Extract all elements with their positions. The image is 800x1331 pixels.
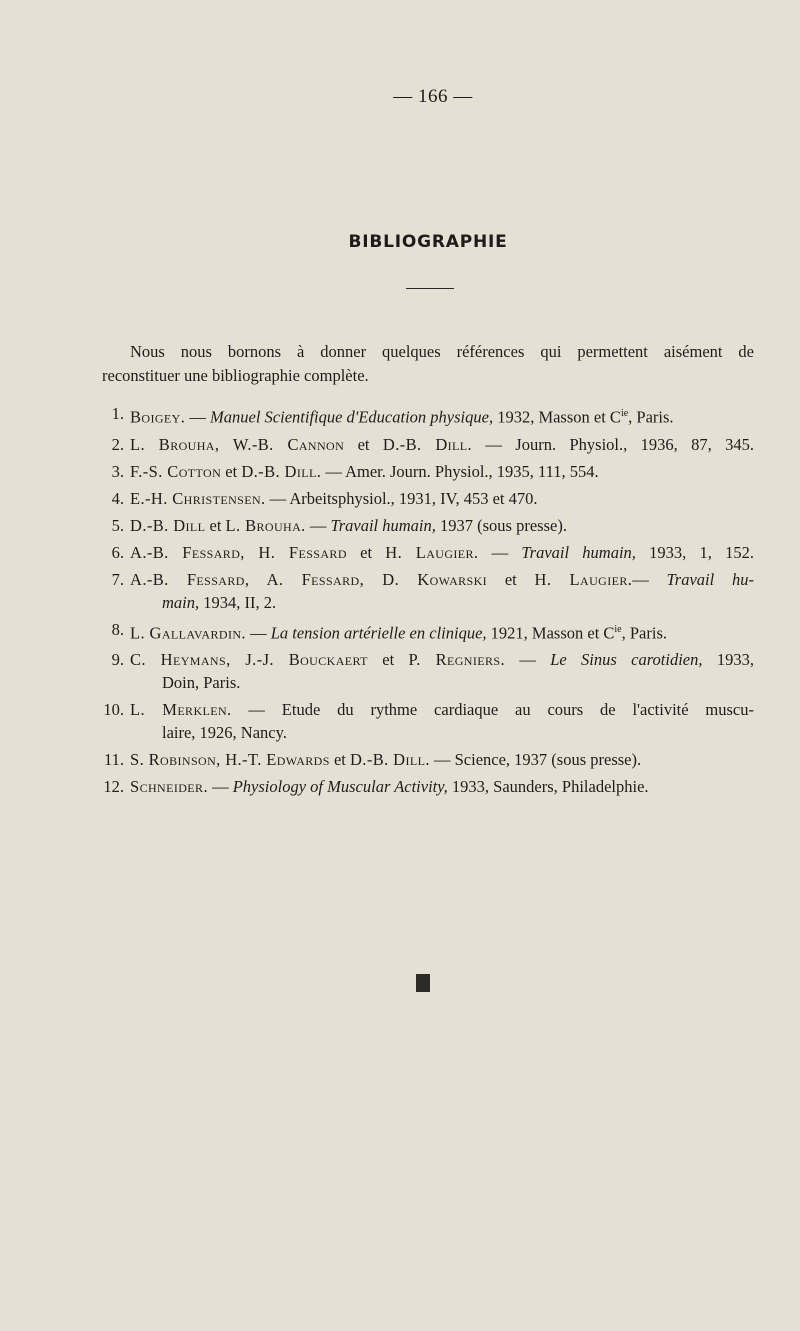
reference-authors-2: D.-B. Dill. (349, 750, 430, 769)
reference-continuation: laire, 1926, Nancy. (162, 723, 287, 742)
reference-superscript: ie (620, 408, 629, 419)
reference-number: 9. (111, 650, 124, 669)
reference-number: 2. (111, 434, 124, 454)
reference-conjunction: et (329, 750, 350, 769)
reference-text (130, 568, 754, 591)
reference-authors-2: H. Laugier. (534, 569, 633, 589)
reference-conjunction: et (346, 542, 386, 562)
reference-details: Etude du rythme cardiaque au cours de l'activité muscu- (281, 700, 754, 719)
reference-separator: — (305, 515, 331, 535)
reference-separator: — (207, 777, 233, 796)
reference-authors: A.-B. Fessard, A. Fessard, D. Kowarski (130, 569, 488, 589)
reference-number: 4. (111, 488, 124, 508)
reference-details: 1933, Saunders, Philadelphie. (447, 777, 649, 796)
reference-list (90, 402, 754, 802)
reference-details: 1937 (sous presse). (435, 515, 567, 535)
reference-details: Amer. Journ. Physiol., 1935, 111, 554. (345, 461, 599, 481)
reference-number: 7. (111, 569, 124, 589)
reference-continuation (130, 591, 754, 614)
reference-item (90, 541, 754, 564)
reference-authors-2: D.-B. Dill. (241, 461, 322, 481)
reference-separator: — (185, 407, 211, 427)
reference-number: 1. (111, 404, 124, 423)
reference-conjunction: et (221, 461, 242, 481)
reference-item (90, 748, 754, 771)
reference-authors-2: D.-B. Dill. (382, 434, 473, 454)
reference-details: 1933, 1, 152. (635, 542, 754, 562)
page-number: — 166 — (393, 86, 473, 107)
intro-line-2: reconstituer une bibliographie complète. (102, 366, 369, 385)
reference-separator: — (265, 488, 290, 508)
reference-details: 1934, II, 2. (199, 592, 277, 612)
reference-text (130, 698, 754, 721)
reference-item (90, 775, 754, 798)
intro-line-1: Nous nous bornons à donner quelques références qui permettent aisément de (130, 342, 754, 361)
reference-conjunction: et (205, 515, 226, 535)
reference-title: Travail humain, (330, 515, 436, 535)
reference-item (90, 568, 754, 614)
reference-title-continued: main, (162, 592, 200, 612)
reference-text (130, 775, 754, 798)
reference-authors: Boigey. (130, 407, 186, 427)
reference-details: , 1932, Masson et C (488, 407, 621, 427)
reference-number: 10. (103, 700, 124, 719)
reference-text (130, 402, 754, 429)
reference-title: La tension artérielle en clinique, (270, 623, 487, 642)
reference-item (90, 648, 754, 694)
reference-authors: A.-B. Fessard, H. Fessard (130, 542, 347, 562)
reference-authors: L. Merklen. (130, 700, 232, 719)
reference-authors: S. Robinson, H.-T. Edwards (130, 750, 330, 769)
reference-authors-2: H. Laugier. (385, 542, 479, 562)
reference-text (130, 433, 754, 456)
reference-authors-2: P. Regniers. (408, 650, 505, 669)
reference-separator: — (231, 700, 282, 719)
reference-continuation: Doin, Paris. (162, 673, 241, 692)
reference-item (90, 433, 754, 456)
reference-title: Travail humain, (521, 542, 636, 562)
reference-authors: E.-H. Christensen. (130, 488, 266, 508)
reference-number: 6. (111, 542, 124, 562)
reference-text (130, 618, 754, 645)
reference-authors: F.-S. Cotton (130, 461, 222, 481)
reference-text (130, 514, 754, 537)
reference-item (90, 698, 754, 744)
reference-number: 3. (111, 461, 124, 481)
reference-text (130, 648, 754, 671)
reference-superscript: ie (614, 623, 622, 635)
reference-number: 11. (103, 750, 124, 769)
reference-text (130, 748, 754, 771)
reference-authors-2: L. Brouha. (225, 515, 306, 535)
reference-separator: — (472, 434, 516, 454)
section-heading: BIBLIOGRAPHIE (348, 232, 508, 252)
reference-item (90, 487, 754, 510)
reference-title: Physiology of Muscular Activity, (232, 777, 448, 796)
reference-tail: , Paris. (628, 407, 674, 427)
reference-tail: , Paris. (621, 623, 667, 642)
reference-text (130, 541, 754, 564)
reference-text (130, 460, 754, 483)
reference-details: Journ. Physiol., 1936, 87, 345. (515, 434, 754, 454)
reference-conjunction: et (344, 434, 383, 454)
reference-number: 12. (103, 777, 124, 796)
reference-item (90, 618, 754, 645)
reference-details: 1921, Masson et C (486, 623, 615, 642)
reference-text (130, 487, 754, 510)
end-of-section-mark (416, 974, 430, 992)
reference-conjunction: et (487, 569, 535, 589)
reference-separator: — (504, 650, 551, 669)
reference-separator: — (478, 542, 522, 562)
reference-conjunction: et (367, 650, 409, 669)
reference-title: Manuel Scientifique d'Education physique (210, 407, 489, 427)
reference-item (90, 514, 754, 537)
reference-separator: — (321, 461, 346, 481)
reference-separator: — (632, 569, 667, 589)
reference-authors: C. Heymans, J.-J. Bouckaert (130, 650, 368, 669)
reference-number: 8. (111, 619, 124, 639)
reference-separator: — (429, 750, 455, 769)
reference-details: Science, 1937 (sous presse). (454, 750, 642, 769)
reference-details: 1933, (702, 650, 754, 669)
reference-title: Travail hu- (666, 569, 754, 589)
reference-item (90, 402, 754, 429)
reference-authors: L. Gallavardin. (130, 623, 246, 642)
intro-paragraph (102, 340, 754, 388)
reference-item (90, 460, 754, 483)
reference-title: Le Sinus carotidien, (550, 650, 703, 669)
reference-authors: L. Brouha, W.-B. Cannon (130, 434, 345, 454)
reference-authors: Schneider. (130, 777, 208, 796)
reference-details: Arbeitsphysiol., 1931, IV, 453 et 470. (289, 488, 538, 508)
reference-separator: — (245, 623, 271, 642)
heading-rule (406, 288, 454, 289)
reference-number: 5. (111, 515, 124, 535)
reference-authors: D.-B. Dill (130, 515, 206, 535)
